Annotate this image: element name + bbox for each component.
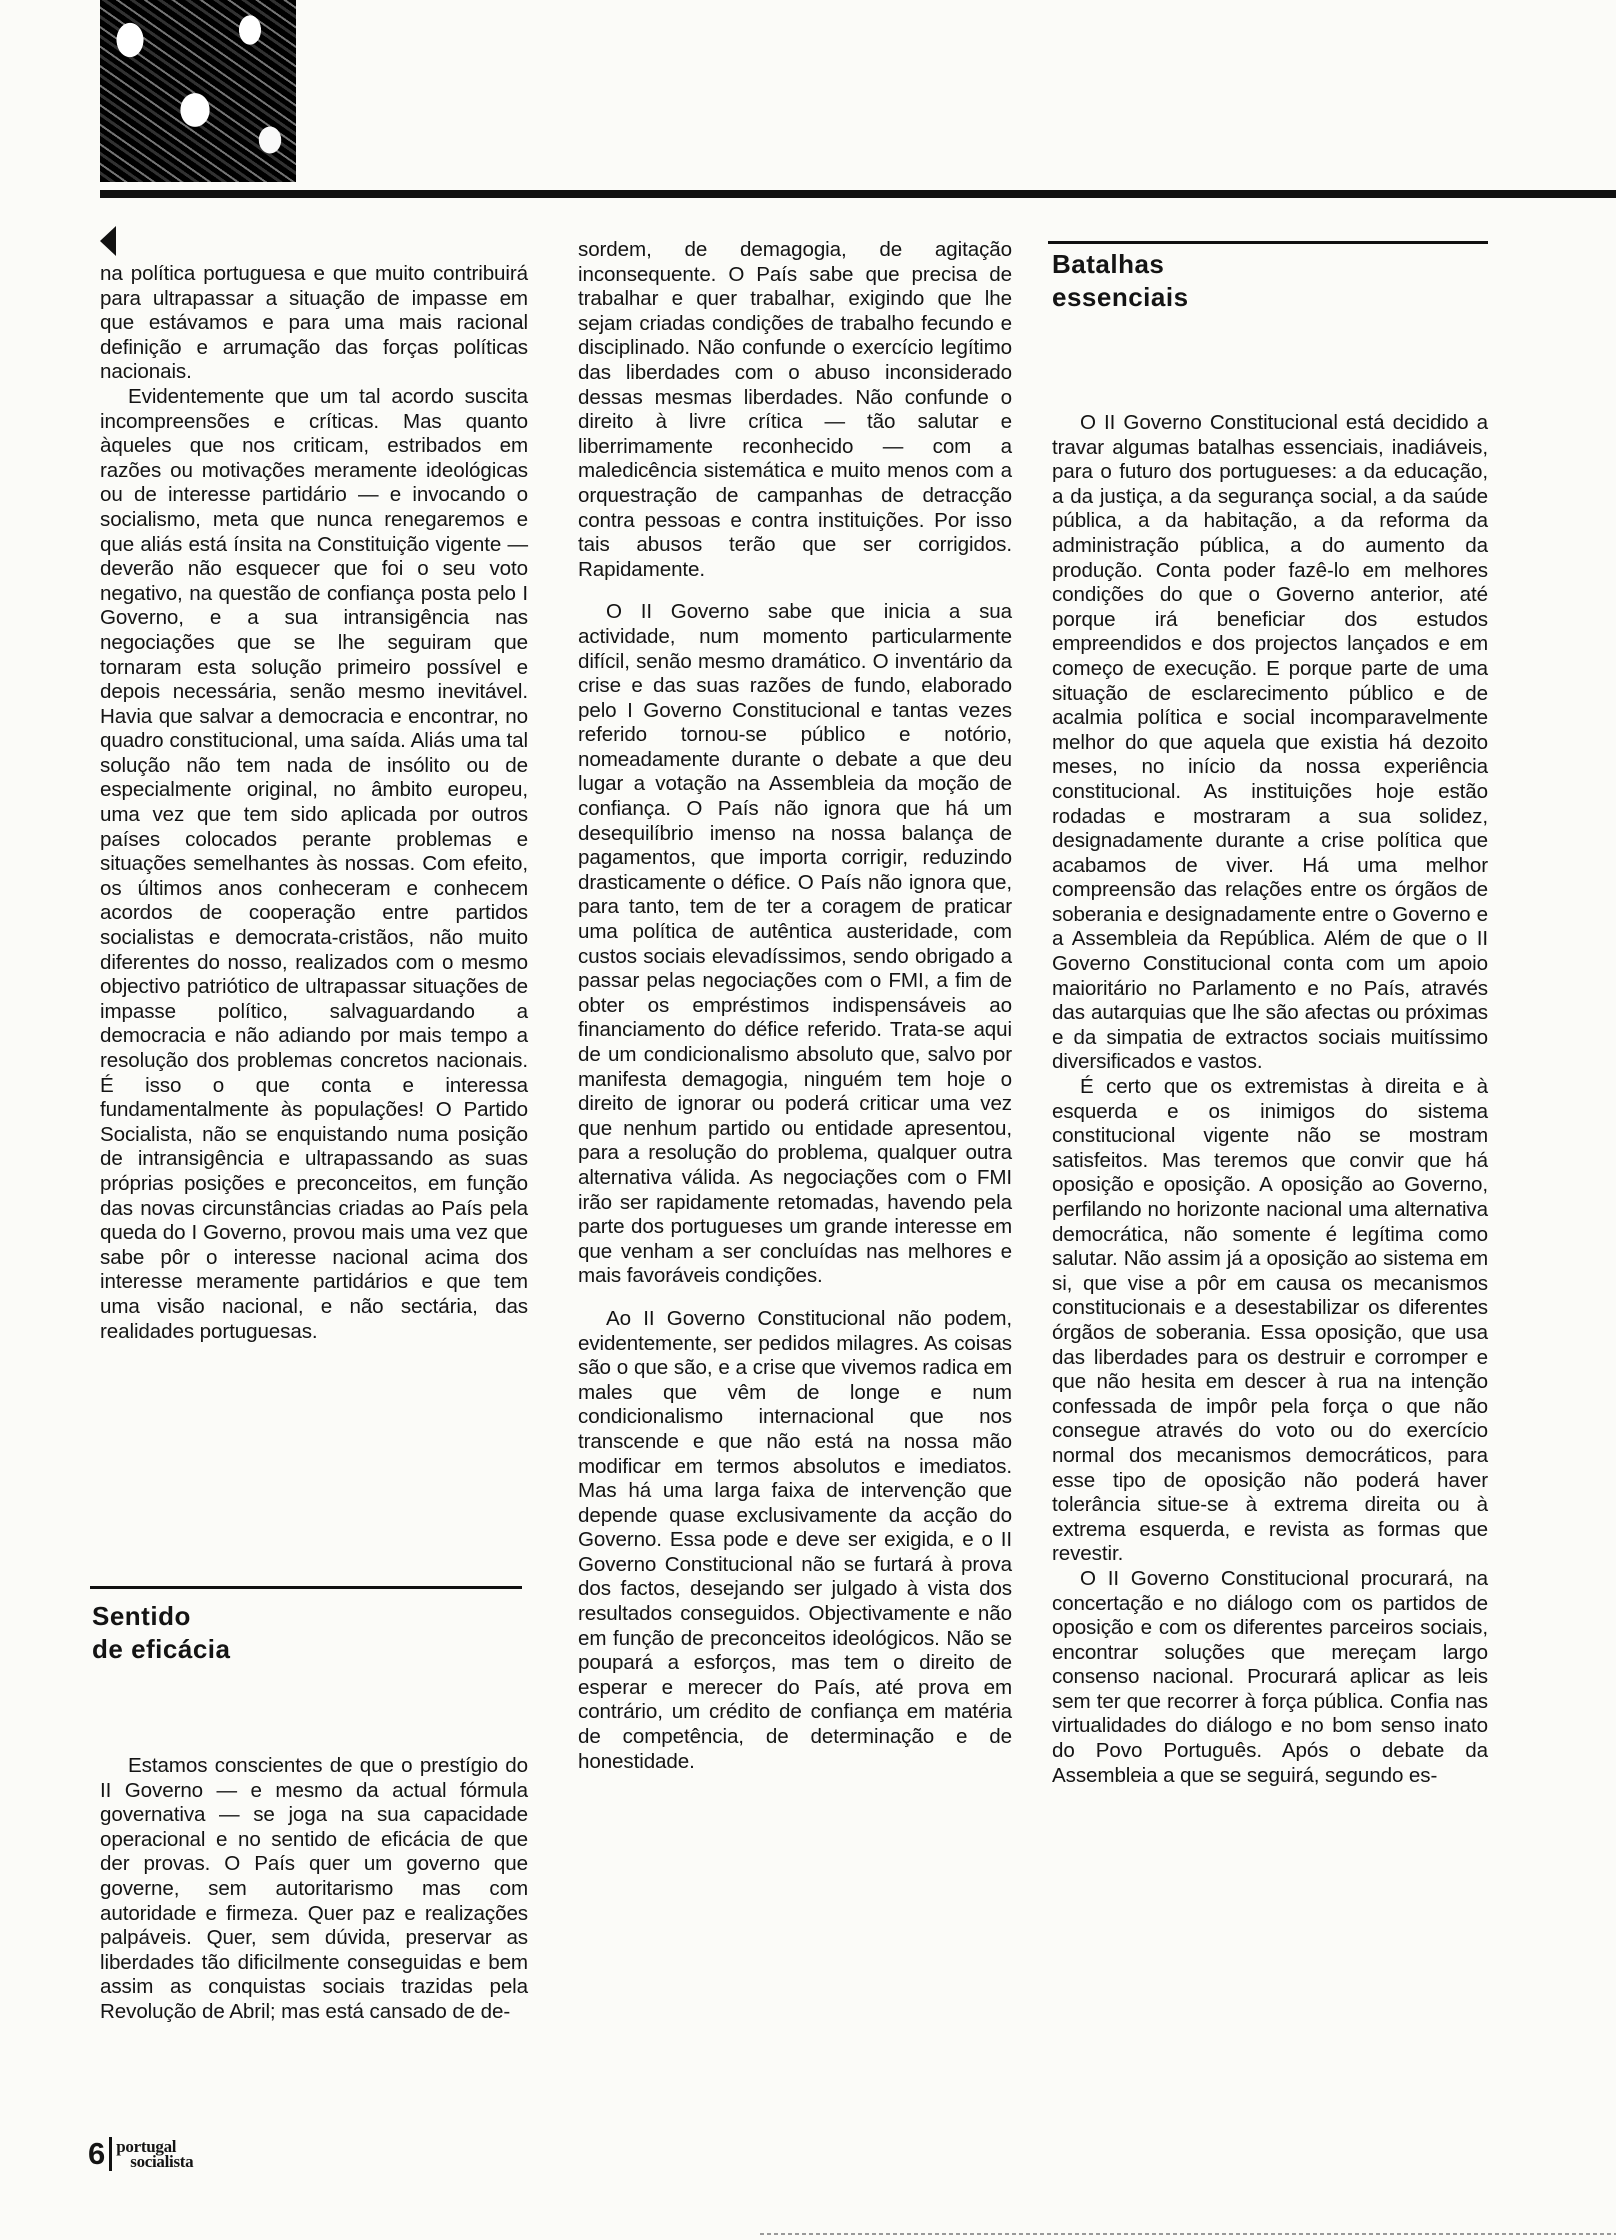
bottom-edge-rule bbox=[760, 2233, 1616, 2235]
paragraph: O II Governo Constitucional procurará, na concertação e no diálogo com os partidos de oposição e com os diferentes parceiros sociais, encontrar soluções que mereçam largo consenso nacional. Procurará aplicar as leis sem ter que recorrer à força pública. Confia nas virtualidades do diálogo e no bom senso inato do Povo Português. Após o debate da Assembleia a que se seguirá, segundo es- bbox=[1052, 1566, 1488, 1787]
masthead-logo bbox=[116, 2139, 193, 2169]
footer-divider bbox=[109, 2137, 112, 2171]
masthead-line: portugal bbox=[116, 2137, 177, 2156]
paragraph: na política portuguesa e que muito contribuirá para ultrapassar a situação de impasse em que estávamos e para uma mais racional definição e arrumação das forças políticas nacionais. bbox=[100, 262, 528, 384]
paragraph: O II Governo Constitucional está decidido a travar algumas batalhas essenciais, inadiáveis, para o futuro dos portugueses: a da educação, a da justiça, a da segurança social, a da saúde pública, a da habitação, a da reforma da administração pública, a do aumento da produção. Conta poder fazê-lo em melhores condições do que o Governo anterior, até porque irá beneficiar dos estudos empreendidos e dos projectos lançados e em começo de execução. E porque parte de uma situação de esclarecimento público e de acalmia política e social incomparavelmente melhor do que aquela que existia há dezoito meses, no início da nossa experiência constitucional. As instituições hoje estão rodadas e mostraram a sua solidez, designadamente durante a crise política que acabamos de viver. Há uma melhor compreensão das relações entre os órgãos de soberania e designadamente entre o Governo e a Assembleia da República. Além de que o II Governo Constitucional conta com um apoio maioritário no Parlamento e no País, através das autarquias que lhe são afectas ou próximas e da simpatia de extractos sociais muitíssimo diversificados e vastos. bbox=[1052, 411, 1488, 1074]
paragraph: Evidentemente que um tal acordo suscita incompreensões e críticas. Mas quanto àqueles que nos criticam, estribados em razões ou motivações meramente ideológicas ou de interesse partidário — e invocando o socialismo, meta que nunca renegaremos e que aliás está ínsita na Constituição vigente — deverão não esquecer que foi o seu voto negativo, na questão de confiança posta pelo I Governo, e a sua intransigência nas negociações que se lhe seguiram que tornaram esta solução primeiro possível e depois necessária, senão mesmo inevitável. Havia que salvar a democracia e encontrar, no quadro constitucional, uma saída. Aliás uma tal solução não tem nada de insólito ou de especialmente original, no âmbito europeu, uma vez que tem sido aplicada por outros países colocados perante problemas e situações semelhantes às nossas. Com efeito, os últimos anos conheceram e conhecem acordos de cooperação entre partidos socialistas e democrata-cristãos, não muito diferentes do nosso, realizados com o mesmo objectivo patriótico de ultrapassar situações de impasse político, salvaguardando a democracia e não adiando por mais tempo a resolução dos problemas concretos nacionais. É isso o que conta e interessa fundamentalmente às populações! O Partido Socialista, não se enquistando numa posição de intransigência e ultrapassando as suas próprias posições e preconceitos, em função das novas circunstâncias criadas ao País pela queda do I Governo, provou mais uma vez que sabe pôr o interesse nacional acima dos interesse meramente partidários e que tem uma visão nacional, e não sectária, das realidades portuguesas. bbox=[100, 384, 528, 1343]
paragraph: É certo que os extremistas à direita e à esquerda e os inimigos do sistema constitucional vigente não se mostram satisfeitos. Mas teremos que convir que há oposição e oposição. A oposição ao Governo, perfilando no horizonte nacional uma alternativa democrática, não somente é legítima como salutar. Não assim já a oposição ao sistema em si, que vise a pôr em causa os mecanismos constitucionais e a desestabilizar os diferentes órgãos de soberania. Essa oposição, que usa das liberdades para os destruir e corromper e que não hesita em descer à rua na intenção confessada de impôr pela força o que não consegue através do voto ou do exercício normal dos mecanismos democráticos, para esse tipo de oposição não poderá haver tolerância situe-se à extrema direita ou à extrema esquerda, e revista as formas que revestir. bbox=[1052, 1075, 1488, 1566]
section-heading-sentido bbox=[92, 1600, 230, 1666]
section-rule bbox=[90, 1586, 522, 1589]
column-1 bbox=[100, 262, 528, 1344]
paragraph: Ao II Governo Constitucional não podem, evidentemente, ser pedidos milagres. As coisas são o que são, e a crise que vivemos radica em males que vêm de longe e num condicionalismo internacional que nos transcende e que não está na nossa mão modificar em termos absolutos e imediatos. Mas há uma larga faixa de intervenção que depende quase exclusivamente da acção do Governo. Essa pode e deve ser exigida, e o II Governo Constitucional não se furtará à prova dos factos, desejando ser julgado à vista dos resultados conseguidos. Objectivamente e não em função de preconceitos ideológicos. Não se poupará a esforços, mas tem o direito de esperar e merecer do País, até prova em contrário, um crédito de confiança em matéria de competência, de determinação e de honestidade. bbox=[578, 1306, 1012, 1773]
paragraph: sordem, de demagogia, de agitação inconsequente. O País sabe que precisa de trabalhar e quer trabalhar, exigindo que lhe sejam criadas condições de trabalho fecundo e disciplinado. Não confunde o exercício legítimo das liberdades com o abuso inconsiderado dessas mesmas liberdades. Não confunde o direito à livre crítica — tão salutar e liberrimamente reconhecido — com a maledicência sistemática e muito menos com a orquestração de campanhas de detracção contra pessoas e contra instituições. Por isso tais abusos terão que ser corrigidos. Rapidamente. bbox=[578, 238, 1012, 581]
section-rule bbox=[1048, 241, 1488, 244]
column-3 bbox=[1052, 411, 1488, 1788]
continuation-arrow-icon bbox=[100, 226, 116, 256]
top-rule bbox=[100, 190, 1616, 198]
heading-line: de eficácia bbox=[92, 1634, 231, 1664]
heading-line: Batalhas bbox=[1052, 249, 1165, 279]
page-footer bbox=[88, 2134, 193, 2174]
heading-line: Sentido bbox=[92, 1601, 191, 1631]
masthead-line: socialista bbox=[130, 2152, 194, 2171]
heading-line: essenciais bbox=[1052, 282, 1189, 312]
paragraph: O II Governo sabe que inicia a sua actividade, num momento particularmente difícil, senão mesmo dramático. O inventário da crise e das suas razões de fundo, elaborado pelo I Governo Constitucional e tantas vezes referido tornou-se público e notório, nomeadamente durante o debate a que deu lugar a votação na Assembleia da moção de confiança. O País não ignora que há um desequilíbrio imenso na nossa balança de pagamentos, que importa corrigir, reduzindo drasticamente o défice. O País não ignora que, para tanto, tem de ter a coragem de praticar uma política de autêntica austeridade, com custos sociais elevadíssimos, sendo obrigado a passar pelas negociações com o FMI, a fim de obter os empréstimos indispensáveis ao financiamento do défice referido. Trata-se aqui de um condicionalismo absoluto que, salvo por manifesta demagogia, ninguém tem hoje o direito de ignorar ou poderá criticar uma vez que nenhum partido ou entidade apresentou, para a resolução do problema, qualquer outra alternativa válida. As negociações com o FMI irão ser rapidamente retomadas, havendo pela parte dos portugueses um grande interesse em que venham a ser concluídas nas melhores e mais favoráveis condições. bbox=[578, 600, 1012, 1288]
page-number: 6 bbox=[88, 2136, 106, 2171]
paragraph: Estamos conscientes de que o prestígio do II Governo — e mesmo da actual fórmula governativa — se joga na sua capacidade operacional e no sentido de eficácia de que der provas. O País quer um governo que governe, sem autoritarismo mas com autoridade e firmeza. Quer paz e realizações palpáveis. Quer, sem dúvida, preservar as liberdades tão dificilmente conseguidas e bem assim as conquistas sociais trazidas pela Revolução de Abril; mas está cansado de de- bbox=[100, 1754, 528, 2023]
section-heading-batalhas bbox=[1052, 248, 1189, 314]
column-1-lower bbox=[100, 1754, 528, 2025]
header-photo bbox=[100, 0, 296, 182]
column-2 bbox=[578, 238, 1012, 1774]
